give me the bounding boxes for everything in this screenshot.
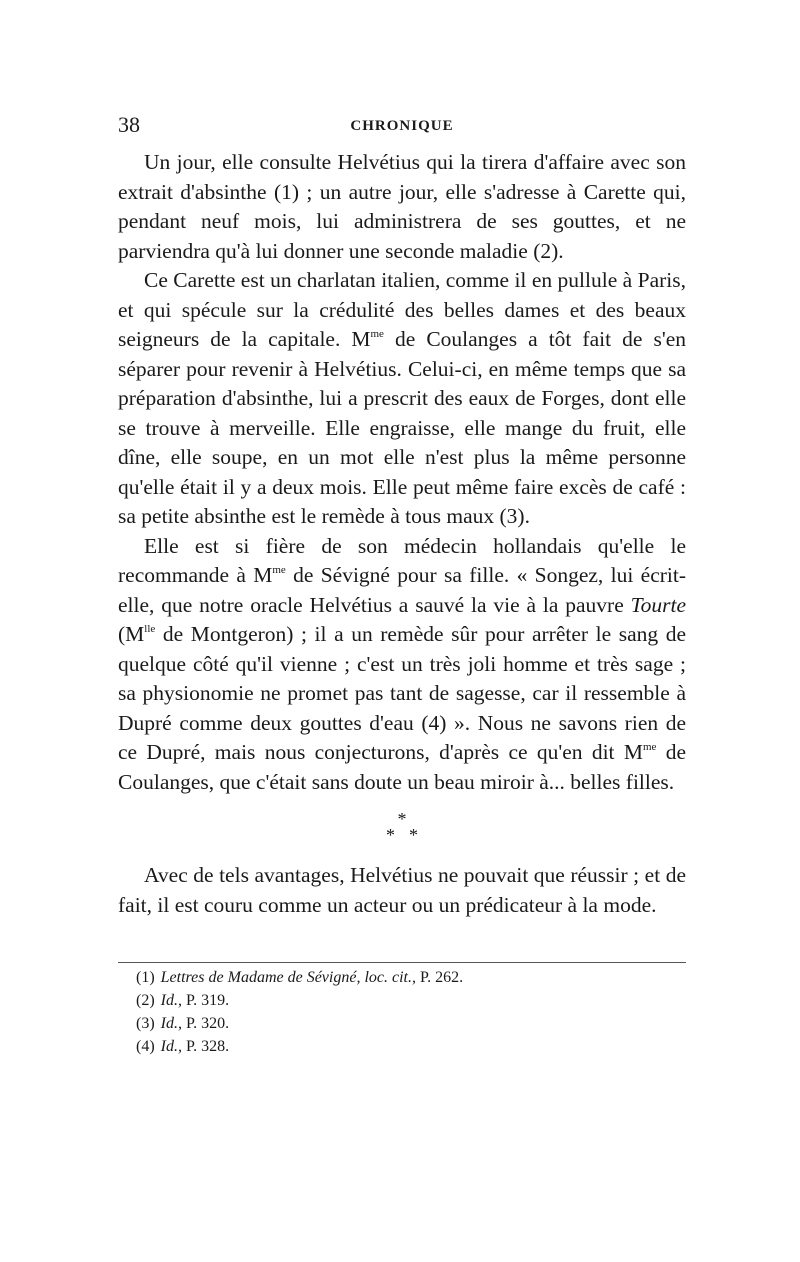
superscript-lle: lle <box>144 623 156 635</box>
paragraph-2 <box>118 266 686 532</box>
superscript-me: me <box>642 741 657 753</box>
paragraph-4 <box>118 861 686 920</box>
section-break-asterism <box>118 811 686 843</box>
footnote-number: (4) <box>136 1038 155 1055</box>
footnote-page: P. 319. <box>185 992 230 1009</box>
footnote-number: (3) <box>136 1015 155 1032</box>
paragraph-4-text: Avec de tels avantages, Helvétius ne pouvait que réussir ; et de fait, il est couru comme un acteur ou un prédicateur à la mode. <box>118 863 686 917</box>
footnote-4 <box>136 1035 676 1058</box>
footnote-rule <box>118 962 686 963</box>
paragraph-2-text-b: de Coulanges a tôt fait de s'en séparer pour revenir à Helvétius. Celui-ci, en même temps que sa préparation d'absinthe, lui a prescrit des eaux de Forges, dont elle se trouve à merveille. Elle engraisse, elle mange du fruit, elle dîne, elle soupe, en un mot elle n'est plus la même personne qu'elle était il y a deux mois. Elle peut même faire excès de café : sa petite absinthe est le remède à tous maux (3). <box>118 327 686 528</box>
paragraph-3-text-b: de Sévigné pour sa fille. « Songez, lui écrit-elle, que notre oracle Helvétius a sauvé la vie à la pauvre <box>118 563 686 617</box>
paragraph-1-text: Un jour, elle consulte Helvétius qui la tirera d'affaire avec son extrait d'absinthe (1) ; un autre jour, elle s'adresse à Carette qui, pendant neuf mois, lui administrera de ses gouttes, et ne parviendra qu'à lui donner une seconde maladie (2). <box>118 150 686 263</box>
paragraph-2-text-a: Ce Carette est un charlatan italien, comme il en pullule à Paris, et qui spécule sur la crédulité des belles dames et des beaux seigneurs de la capitale. M <box>118 268 686 351</box>
footnote-reference: Id., <box>160 992 182 1009</box>
superscript-me: me <box>370 328 384 340</box>
footnote-2 <box>136 989 676 1012</box>
paragraph-3-text-d: de Montgeron) ; il a un remède sûr pour arrêter le sang de quelque côté qu'il vienne ; c'est un très joli homme et très sage ; sa physionomie ne promet pas tant de sagesse, car il ressemble à Dupré comme deux gouttes d'eau (4) ». Nous ne savons rien de ce Dupré, mais nous conjecturons, d'après ce qu'en dit M <box>118 622 686 764</box>
footnotes <box>136 966 676 1058</box>
footnote-number: (2) <box>136 992 155 1009</box>
footnote-number: (1) <box>136 969 155 986</box>
asterism-top: * <box>397 809 407 829</box>
body-text <box>118 148 686 920</box>
paragraph-3 <box>118 532 686 798</box>
footnote-3 <box>136 1012 676 1035</box>
page-header <box>118 112 686 142</box>
footnote-reference: Lettres de Madame de Sévigné, loc. cit., <box>160 969 416 986</box>
footnote-page: P. 262. <box>419 969 464 986</box>
footnote-reference: Id., <box>160 1015 182 1032</box>
paragraph-3-text-e: de Coulanges, que c'était sans doute un beau miroir à... belles filles. <box>118 740 686 794</box>
footnote-reference: Id., <box>160 1038 182 1055</box>
paragraph-1 <box>118 148 686 266</box>
page-number: 38 <box>118 112 140 137</box>
paragraph-3-text-a: Elle est si fière de son médecin hollandais qu'elle le recommande à M <box>118 533 686 587</box>
footnote-1 <box>136 966 676 989</box>
footnote-page: P. 328. <box>185 1038 230 1055</box>
paragraph-3-text-c: (M <box>118 622 145 646</box>
superscript-me: me <box>272 564 286 576</box>
italic-name-tourte: Tourte <box>630 592 686 617</box>
running-head: CHRONIQUE <box>350 118 454 134</box>
asterism-bottom: ** <box>386 825 432 845</box>
footnote-page: P. 320. <box>185 1015 230 1032</box>
